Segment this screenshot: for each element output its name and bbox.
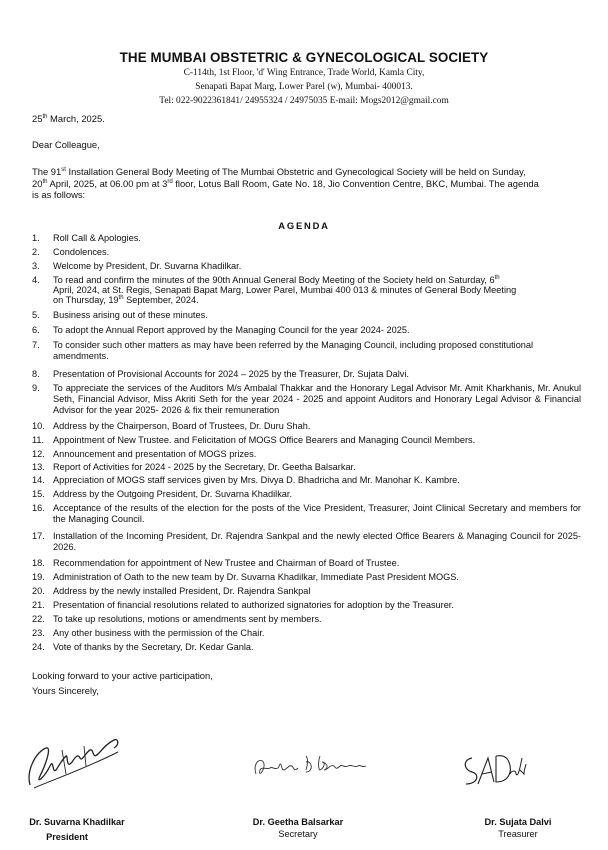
secretary-name: Dr. Geetha Balsarkar [252,817,344,827]
president-title: President [46,832,88,842]
treasurer-signature [458,744,528,792]
treasurer-title: Treasurer [498,829,538,839]
agenda-title: AGENDA [278,220,330,231]
treasurer-name: Dr. Sujata Dalvi [484,817,552,827]
address-line-2: Senapati Bapat Marg, Lower Parel (w), Mumbai- 400013. [195,82,413,92]
contact-line: Tel: 022-9022361841/ 24955324 / 24975035 E-mail: Mogs2012@gmail.com [159,96,449,106]
address-line-1: C-114th, 1st Floor, 'd' Wing Entrance, Trade World, Kamla City, [183,68,425,78]
closing-line: Looking forward to your active participation, [32,670,213,681]
letter-date: 25th March, 2025. [32,113,105,124]
secretary-title: Secretary [278,829,318,839]
sign-off: Yours Sincerely, [32,685,99,696]
salutation: Dear Colleague, [32,139,100,150]
organization-name: THE MUMBAI OBSTETRIC & GYNECOLOGICAL SOCIETY [119,50,489,65]
president-name: Dr. Suvarna Khadilkar [29,817,125,827]
intro-paragraph: The 91st Installation General Body Meeting of The Mumbai Obstetric and Gynecological Society will be held on Sunday, 20th April, 2025, at 06.00 pm at 3rd floor, Lotus Ball Room, Gate No. 18, Jio Convention Centre, BKC, Mumbai. The agenda is as follows: [32,166,539,201]
secretary-signature [250,748,370,784]
president-signature [22,730,132,794]
